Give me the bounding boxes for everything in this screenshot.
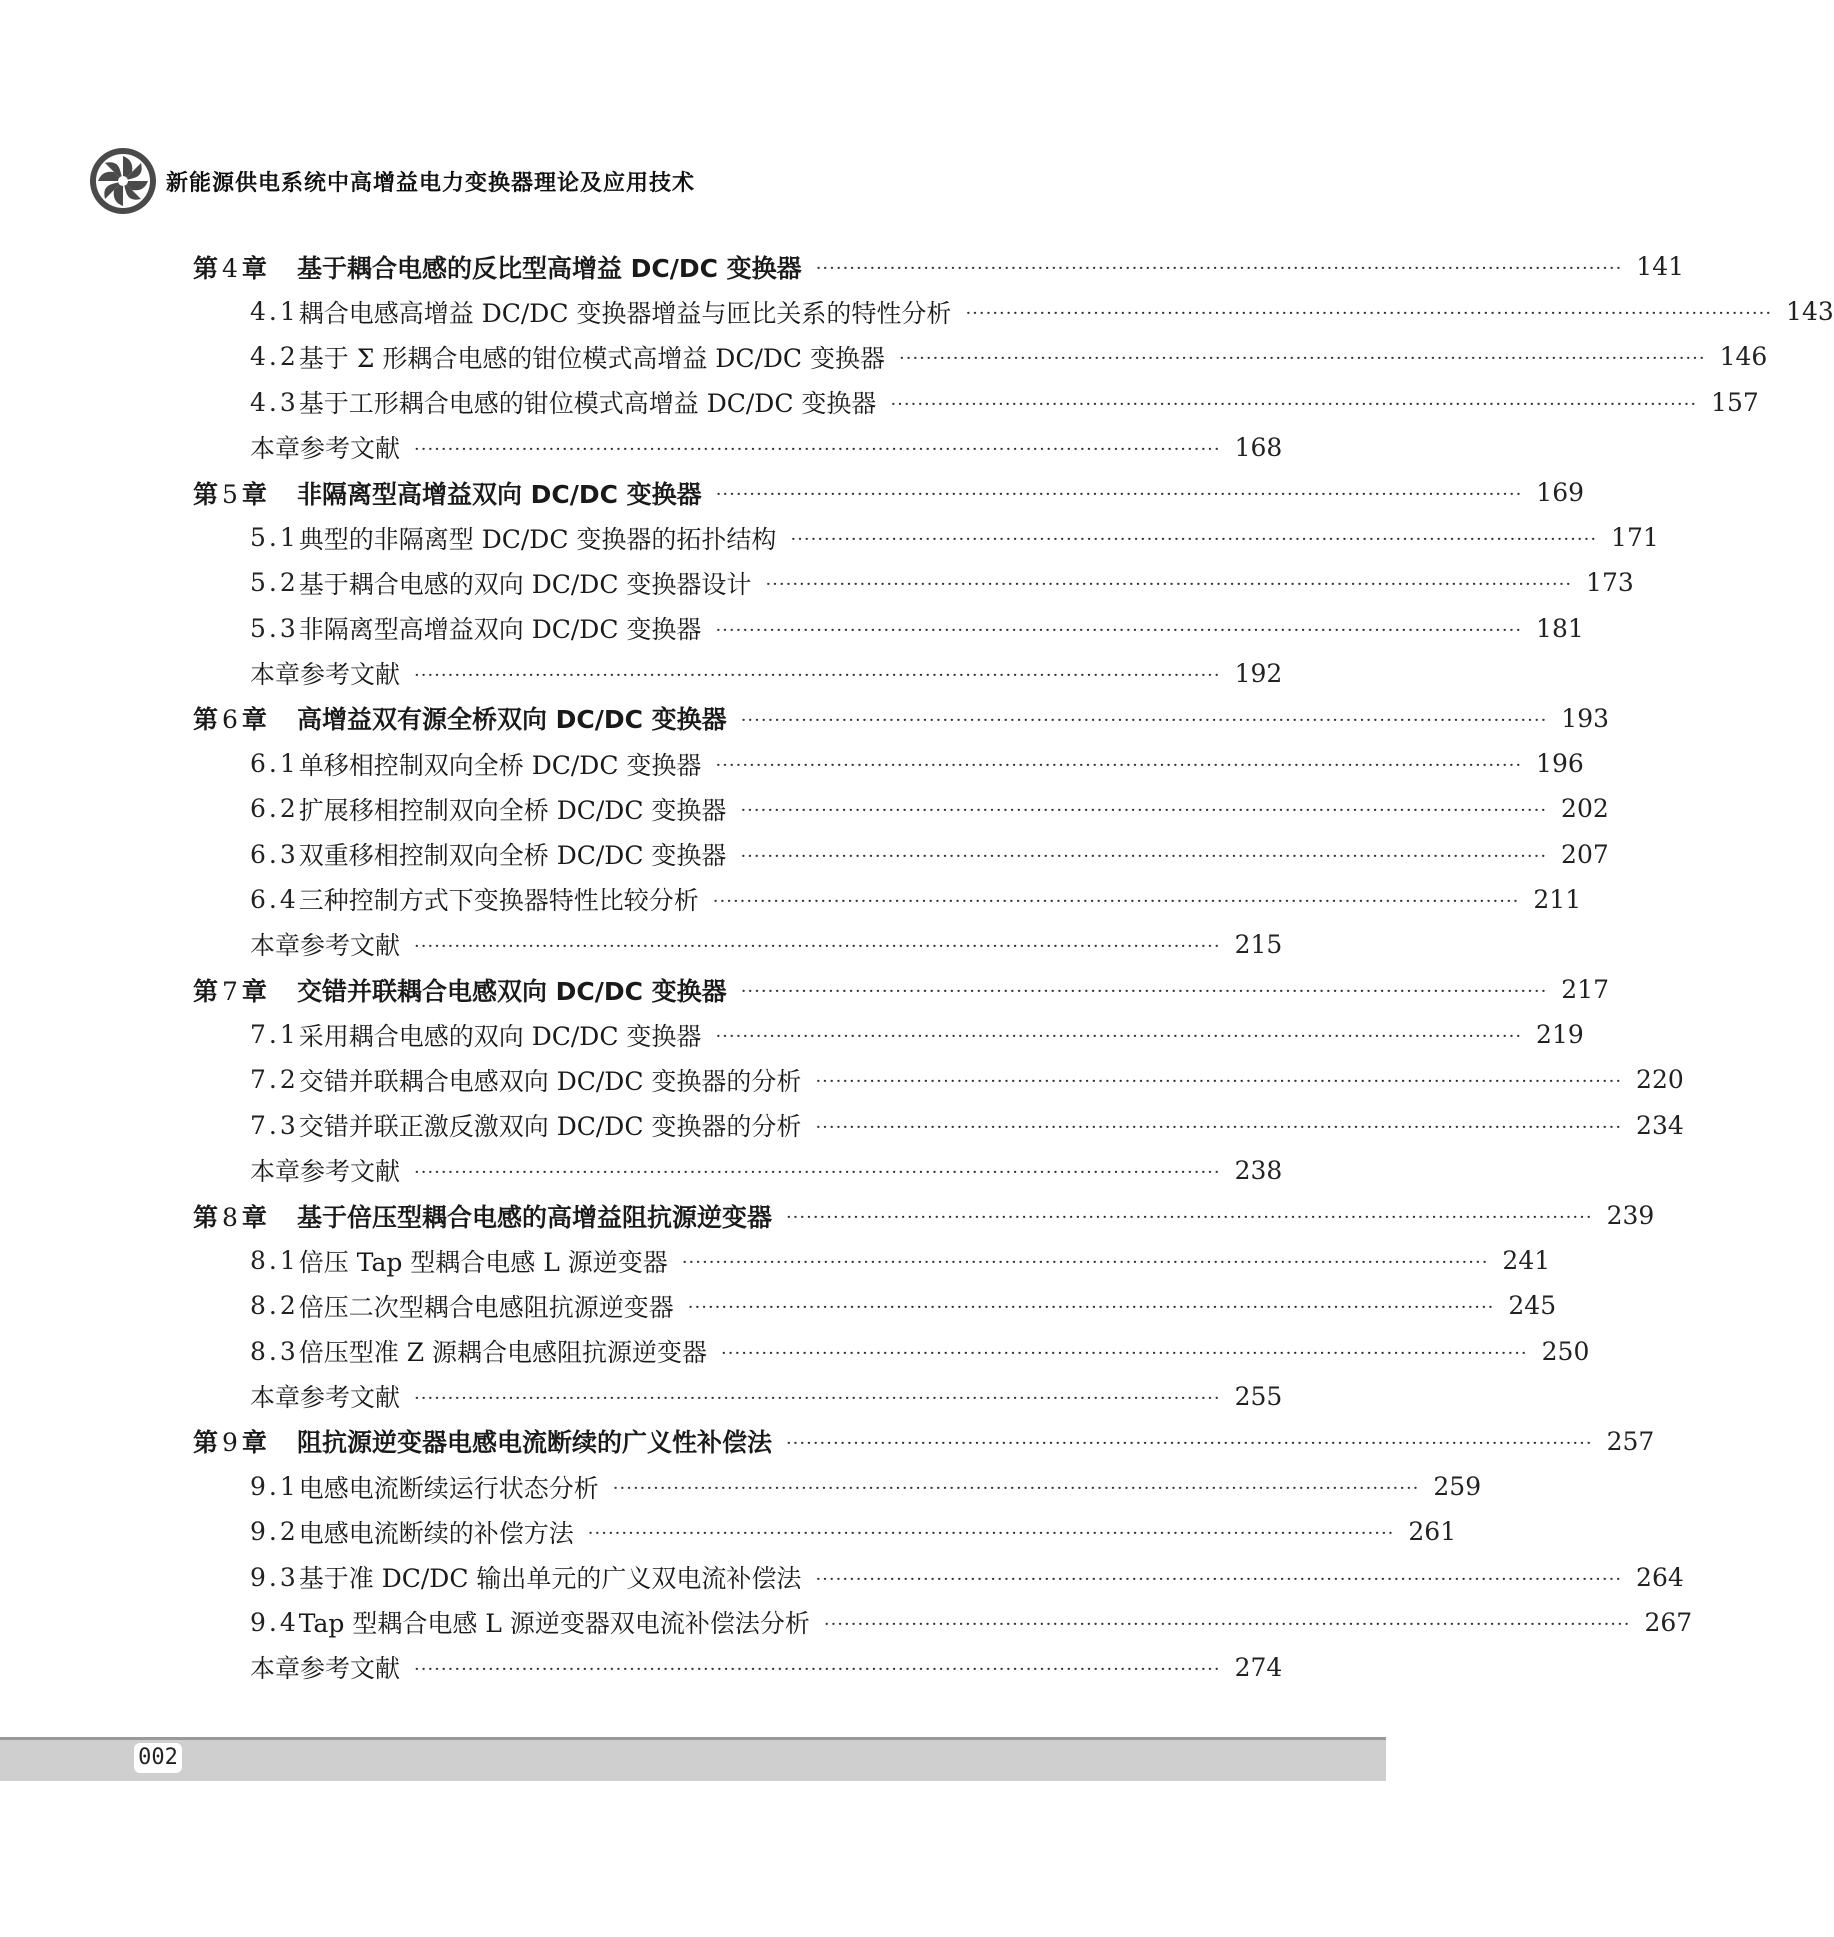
toc-references-entry[interactable] [193,651,1283,696]
toc-references-entry[interactable] [193,922,1283,967]
chapter-title: 非隔离型高增益双向 DC/DC 变换器 [296,479,702,509]
toc-section-entry[interactable] [193,334,1768,379]
section-title: 基于工形耦合电感的钳位模式高增益 DC/DC 变换器 [298,389,877,419]
page-number-ref: 171 [1611,523,1659,553]
section-title: 交错并联耦合电感双向 DC/DC 变换器的分析 [298,1066,802,1096]
section-number: 9.3 [250,1562,299,1592]
toc-references-entry[interactable] [193,1374,1283,1419]
dot-leader: ························································································································ [715,1026,1523,1048]
page-number-ref: 239 [1606,1201,1655,1231]
dot-leader: ························································································································ [612,1478,1420,1500]
chapter-title: 交错并联耦合电感双向 DC/DC 变换器 [296,976,727,1006]
toc-chapter-entry[interactable] [193,1419,1655,1464]
section-title: 倍压 Tap 型耦合电感 L 源逆变器 [298,1247,668,1277]
page-number-ref: 257 [1606,1426,1655,1456]
chapter-title: 高增益双有源全桥双向 DC/DC 变换器 [296,705,727,735]
section-number: 6.1 [250,749,299,779]
dot-leader: ························································································································ [414,1387,1221,1409]
section-number: 4.2 [250,342,299,372]
section-number: 4.3 [250,387,299,417]
section-number: 7.2 [250,1065,299,1095]
page-number-ref: 146 [1719,342,1768,372]
page-number-ref: 157 [1711,387,1759,417]
section-title: 基于 Σ 形耦合电感的钳位模式高增益 DC/DC 变换器 [298,343,885,373]
dot-leader: ························································································································ [414,1658,1221,1680]
toc-section-entry[interactable] [193,1057,1684,1102]
toc-section-entry[interactable] [193,1012,1584,1057]
page-number-ref: 255 [1234,1381,1283,1411]
chapter-label: 第 8 章 [193,1202,267,1232]
dot-leader: ························································································································ [965,303,1773,325]
page-number-ref: 192 [1234,658,1283,688]
page-number-ref: 173 [1586,568,1634,598]
chapter-label: 第 9 章 [193,1428,267,1458]
page-number-ref: 264 [1636,1562,1684,1592]
dot-leader: ························································································································ [687,1297,1495,1319]
section-number: 6.3 [250,839,299,869]
dot-leader: ························································································································ [414,935,1221,957]
page-number-ref: 245 [1508,1291,1557,1321]
chapter-title: 基于耦合电感的反比型高增益 DC/DC 变换器 [296,253,802,283]
toc-chapter-entry[interactable] [193,1193,1655,1238]
section-title: 单移相控制双向全桥 DC/DC 变换器 [298,750,702,780]
section-title: 耦合电感高增益 DC/DC 变换器增益与匝比关系的特性分析 [298,298,952,328]
dot-leader: ························································································································ [587,1523,1395,1545]
table-of-contents [193,244,1834,1690]
section-number: 8.1 [250,1246,299,1276]
page-number-ref: 211 [1533,884,1582,914]
section-title: Tap 型耦合电感 L 源逆变器双电流补偿法分析 [298,1609,810,1639]
chapter-label: 第 5 章 [193,479,267,509]
page-number-ref: 220 [1636,1065,1684,1095]
page-number-ref: 169 [1536,478,1585,508]
section-number: 5.2 [250,568,299,598]
toc-references-entry[interactable] [193,1645,1283,1690]
section-title: 基于耦合电感的双向 DC/DC 变换器设计 [298,569,752,599]
dot-leader: ························································································································ [740,800,1548,822]
page-number-ref: 215 [1234,929,1283,959]
chapter-title: 基于倍压型耦合电感的高增益阻抗源逆变器 [296,1202,772,1232]
toc-section-entry[interactable] [193,1600,1693,1645]
dot-leader: ························································································································ [681,1252,1489,1274]
toc-section-entry[interactable] [193,1554,1684,1599]
page-number-ref: 217 [1561,975,1610,1005]
page-number-ref: 143 [1786,297,1834,327]
toc-references-entry[interactable] [193,1148,1283,1193]
chapter-label: 第 4 章 [193,253,267,283]
running-header [88,146,988,216]
dot-leader: ························································································································ [740,845,1548,867]
dot-leader: ························································································································ [712,890,1520,912]
dot-leader: ························································································································ [815,1116,1623,1138]
dot-leader: ························································································································ [740,709,1548,731]
references-title: 本章参考文献 [250,1157,401,1187]
section-number: 8.2 [250,1291,299,1321]
dot-leader: ························································································································ [721,1342,1528,1364]
page-number-ref: 274 [1234,1652,1283,1682]
toc-references-entry[interactable] [193,425,1283,470]
toc-section-entry[interactable] [193,1509,1457,1554]
dot-leader: ························································································································ [815,258,1623,280]
section-title: 电感电流断续运行状态分析 [298,1473,599,1503]
toc-chapter-entry[interactable] [193,470,1585,515]
page-number-ref: 241 [1502,1246,1551,1276]
references-title: 本章参考文献 [250,1383,401,1413]
chapter-label: 第 6 章 [193,705,267,735]
section-number: 7.1 [250,1020,299,1050]
section-number: 4.1 [250,297,299,327]
dot-leader: ························································································································ [815,1568,1623,1590]
toc-section-entry[interactable] [193,289,1834,334]
dot-leader: ························································································································ [785,1207,1593,1229]
section-number: 6.4 [250,884,299,914]
toc-chapter-entry[interactable] [193,696,1610,741]
dot-leader: ························································································································ [765,574,1573,596]
dot-leader: ························································································································ [414,438,1221,460]
footer-divider [0,1737,1386,1740]
dot-leader: ························································································································ [785,1432,1593,1454]
dot-leader: ························································································································ [790,529,1598,551]
toc-section-entry[interactable] [193,877,1582,922]
page-number-ref: 207 [1561,839,1609,869]
pinwheel-logo-icon [88,146,158,216]
section-number: 9.2 [250,1517,299,1547]
section-title: 双重移相控制双向全桥 DC/DC 变换器 [298,841,727,871]
section-title: 基于准 DC/DC 输出单元的广义双电流补偿法 [298,1564,802,1594]
page-number-ref: 196 [1536,749,1584,779]
page-number-ref: 141 [1636,252,1685,282]
page-number-ref: 267 [1644,1607,1693,1637]
dot-leader: ························································································································ [890,393,1698,415]
page-number-ref: 181 [1536,613,1584,643]
section-title: 交错并联正激反激双向 DC/DC 变换器的分析 [298,1112,802,1142]
dot-leader: ························································································································ [414,1161,1221,1183]
toc-chapter-entry[interactable] [193,244,1685,289]
page-number-ref: 193 [1561,703,1610,733]
toc-section-entry[interactable] [193,786,1609,831]
dot-leader: ························································································································ [899,348,1706,370]
page-number-ref: 261 [1408,1517,1457,1547]
chapter-title: 阻抗源逆变器电感电流断续的广义性补偿法 [296,1428,772,1458]
section-title: 采用耦合电感的双向 DC/DC 变换器 [298,1021,702,1051]
toc-section-entry[interactable] [193,1103,1684,1148]
chapter-label: 第 7 章 [193,976,267,1006]
footer-bar [0,1737,1386,1781]
page-number-ref: 259 [1433,1472,1482,1502]
toc-chapter-entry[interactable] [193,967,1610,1012]
page-number-ref: 234 [1636,1110,1684,1140]
toc-section-entry[interactable] [193,560,1634,605]
page-number-ref: 202 [1561,794,1609,824]
toc-section-entry[interactable] [193,1464,1482,1509]
section-number: 5.3 [250,613,299,643]
section-number: 5.1 [250,523,299,553]
references-title: 本章参考文献 [250,434,401,464]
toc-section-entry[interactable] [193,380,1759,425]
dot-leader: ························································································································ [823,1613,1631,1635]
toc-section-entry[interactable] [193,1238,1551,1283]
section-title: 扩展移相控制双向全桥 DC/DC 变换器 [298,795,727,825]
section-title: 三种控制方式下变换器特性比较分析 [298,886,699,916]
toc-section-entry[interactable] [193,831,1609,876]
section-title: 电感电流断续的补偿方法 [298,1518,574,1548]
section-number: 8.3 [250,1336,299,1366]
dot-leader: ························································································································ [715,619,1523,641]
toc-section-entry[interactable] [193,1329,1590,1374]
references-title: 本章参考文献 [250,1654,401,1684]
book-title: 新能源供电系统中高增益电力变换器理论及应用技术 [166,171,696,196]
toc-section-entry[interactable] [193,1283,1557,1328]
dot-leader: ························································································································ [414,664,1221,686]
toc-section-entry[interactable] [193,515,1659,560]
dot-leader: ························································································································ [715,755,1523,777]
page-number-ref: 238 [1234,1155,1283,1185]
dot-leader: ························································································································ [715,484,1523,506]
references-title: 本章参考文献 [250,660,401,690]
section-title: 典型的非隔离型 DC/DC 变换器的拓扑结构 [298,524,777,554]
dot-leader: ························································································································ [815,1071,1623,1093]
references-title: 本章参考文献 [250,931,401,961]
toc-section-entry[interactable] [193,741,1584,786]
section-number: 6.2 [250,794,299,824]
section-title: 非隔离型高增益双向 DC/DC 变换器 [298,615,702,645]
page-number-ref: 250 [1541,1336,1590,1366]
toc-section-entry[interactable] [193,606,1584,651]
section-number: 9.1 [250,1472,299,1502]
section-title: 倍压二次型耦合电感阻抗源逆变器 [298,1292,674,1322]
section-number: 7.3 [250,1110,299,1140]
page-number: 002 [134,1743,182,1773]
page-number-ref: 219 [1536,1020,1584,1050]
dot-leader: ························································································································ [740,981,1548,1003]
section-number: 9.4 [250,1607,299,1637]
page-number-ref: 168 [1234,432,1283,462]
section-title: 倍压型准 Z 源耦合电感阻抗源逆变器 [298,1338,708,1368]
